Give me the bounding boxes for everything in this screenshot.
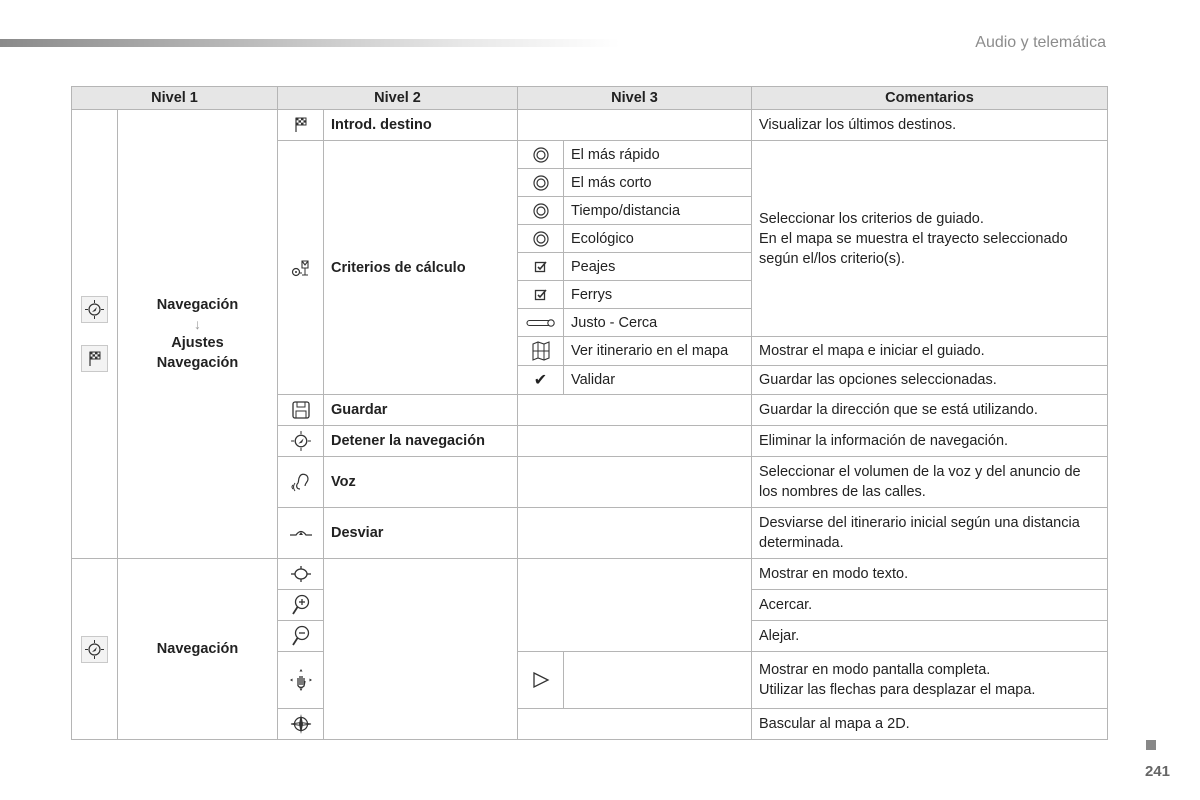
- option-icon-cell: [518, 281, 564, 309]
- introd-destino-icon-cell: [278, 110, 324, 141]
- header-level2: Nivel 2: [278, 87, 518, 110]
- detour-icon: [288, 525, 314, 541]
- navigation-icon: [81, 636, 108, 663]
- criterios-label: Criterios de cálculo: [324, 141, 518, 395]
- option-justo-cerca-label: Justo - Cerca: [564, 309, 752, 337]
- level1-ajustes-label: Ajustes: [171, 335, 224, 351]
- introd-destino-comment: Visualizar los últimos destinos.: [752, 110, 1108, 141]
- text-mode-icon-cell: [278, 559, 324, 590]
- zoom-out-comment: Alejar.: [752, 621, 1108, 652]
- destination-flag-icon: [292, 116, 310, 134]
- fullscreen-comment-line2: Utilizar las flechas para desplazar el mapa.: [759, 682, 1036, 698]
- introd-destino-label: Introd. destino: [324, 110, 518, 141]
- option-icon-cell: [518, 169, 564, 197]
- option-tolls-label: Peajes: [564, 253, 752, 281]
- option-icon-cell: [518, 225, 564, 253]
- zoom-out-icon-cell: [278, 621, 324, 652]
- header-gradient-bar: [0, 39, 620, 47]
- option-icon-cell: [518, 141, 564, 169]
- pan-icon-cell: [278, 652, 324, 709]
- detener-icon-cell: [278, 426, 324, 457]
- radio-button-icon: [533, 231, 549, 247]
- checkbox-icon: [534, 288, 548, 302]
- slider-icon: [526, 317, 556, 329]
- down-arrow-icon: ↓: [194, 316, 201, 332]
- option-shortest-label: El más corto: [564, 169, 752, 197]
- ver-itinerario-comment: Mostrar el mapa e iniciar el guiado.: [752, 337, 1108, 366]
- empty-level2-cell: [324, 559, 518, 740]
- fullscreen-comment: [752, 652, 1108, 709]
- option-icon-cell: [518, 309, 564, 337]
- guardar-label: Guardar: [324, 395, 518, 426]
- crosshair-icon: [289, 565, 313, 583]
- criterios-options-comment: [752, 141, 1108, 337]
- option-fastest-label: El más rápido: [564, 141, 752, 169]
- detener-label: Detener la navegación: [324, 426, 518, 457]
- validar-comment: Guardar las opciones seleccionadas.: [752, 366, 1108, 395]
- zoom-in-comment: Acercar.: [752, 590, 1108, 621]
- header-comments: Comentarios: [752, 87, 1108, 110]
- desviar-comment: Desviarse del itinerario inicial según una distancia determinada.: [752, 508, 1108, 559]
- criterios-comment-line1: Seleccionar los criterios de guiado.: [759, 210, 984, 227]
- option-icon-cell: [518, 253, 564, 281]
- guardar-icon-cell: [278, 395, 324, 426]
- guardar-comment: Guardar la dirección que se está utilizando.: [752, 395, 1108, 426]
- ver-itinerario-icon-cell: [518, 337, 564, 366]
- empty-cell: [518, 395, 752, 426]
- detener-comment: Eliminar la información de navegación.: [752, 426, 1108, 457]
- option-ferries-label: Ferrys: [564, 281, 752, 309]
- navigation-icon: [81, 296, 108, 323]
- level1-navegacion-label: Navegación: [156, 297, 239, 313]
- empty-cell: [518, 110, 752, 141]
- radio-button-icon: [533, 147, 549, 163]
- group2-level1-icon-cell: [72, 559, 118, 740]
- section-title: Audio y telemática: [975, 34, 1106, 51]
- radio-button-icon: [533, 175, 549, 191]
- checkbox-icon: [534, 260, 548, 274]
- empty-cell: [518, 426, 752, 457]
- voz-label: Voz: [324, 457, 518, 508]
- text-mode-comment: Mostrar en modo texto.: [752, 559, 1108, 590]
- empty-cell: [518, 508, 752, 559]
- zoom-in-icon-cell: [278, 590, 324, 621]
- criterios-icon-cell: [278, 141, 324, 395]
- ver-itinerario-label: Ver itinerario en el mapa: [564, 337, 752, 366]
- level1-label-cell: [118, 110, 278, 559]
- option-icon-cell: [518, 197, 564, 225]
- header-level3: Nivel 3: [518, 87, 752, 110]
- voz-icon-cell: [278, 457, 324, 508]
- level1-navegacion2-label: Navegación: [156, 355, 239, 371]
- desviar-icon-cell: [278, 508, 324, 559]
- empty-cell: [518, 709, 752, 740]
- map-2d-comment: Bascular al mapa a 2D.: [752, 709, 1108, 740]
- navigation-menu-table: [71, 86, 1108, 740]
- desviar-label: Desviar: [324, 508, 518, 559]
- fullscreen-comment-line1: Mostrar en modo pantalla completa.: [759, 662, 991, 678]
- play-icon-cell: [518, 652, 564, 709]
- page-number: 241: [1144, 763, 1170, 780]
- compass-icon: [289, 712, 313, 736]
- option-ecological-label: Ecológico: [564, 225, 752, 253]
- map-2d-icon-cell: [278, 709, 324, 740]
- page-marker-square: [1146, 740, 1156, 750]
- table-row: [72, 110, 1108, 141]
- table-header-row: [72, 87, 1108, 110]
- criterios-comment-line2: En el mapa se muestra el trayecto seleccionado según el/los criterio(s).: [759, 230, 1068, 267]
- save-disk-icon: [291, 400, 311, 420]
- navigation-icon: [290, 430, 312, 452]
- validar-icon-cell: [518, 366, 564, 395]
- level1-icons-cell: [72, 110, 118, 559]
- validar-label: Validar: [564, 366, 752, 395]
- destination-flag-icon: [81, 345, 108, 372]
- radio-button-icon: [533, 203, 549, 219]
- option-time-distance-label: Tiempo/distancia: [564, 197, 752, 225]
- checkmark-icon: ✔: [533, 372, 548, 389]
- zoom-in-icon: [291, 594, 311, 616]
- table-row: [72, 559, 1108, 590]
- map-route-icon: [530, 341, 552, 361]
- group2-level1-label: Navegación: [118, 559, 278, 740]
- route-criteria-icon: [290, 257, 312, 279]
- empty-level3-cell: [518, 559, 752, 652]
- play-triangle-icon: [531, 670, 551, 690]
- voz-comment: Seleccionar el volumen de la voz y del anuncio de los nombres de las calles.: [752, 457, 1108, 508]
- voice-icon: [290, 471, 312, 493]
- empty-cell: [564, 652, 752, 709]
- hand-pan-icon: [289, 668, 313, 692]
- header-level1: Nivel 1: [72, 87, 278, 110]
- zoom-out-icon: [291, 625, 311, 647]
- empty-cell: [518, 457, 752, 508]
